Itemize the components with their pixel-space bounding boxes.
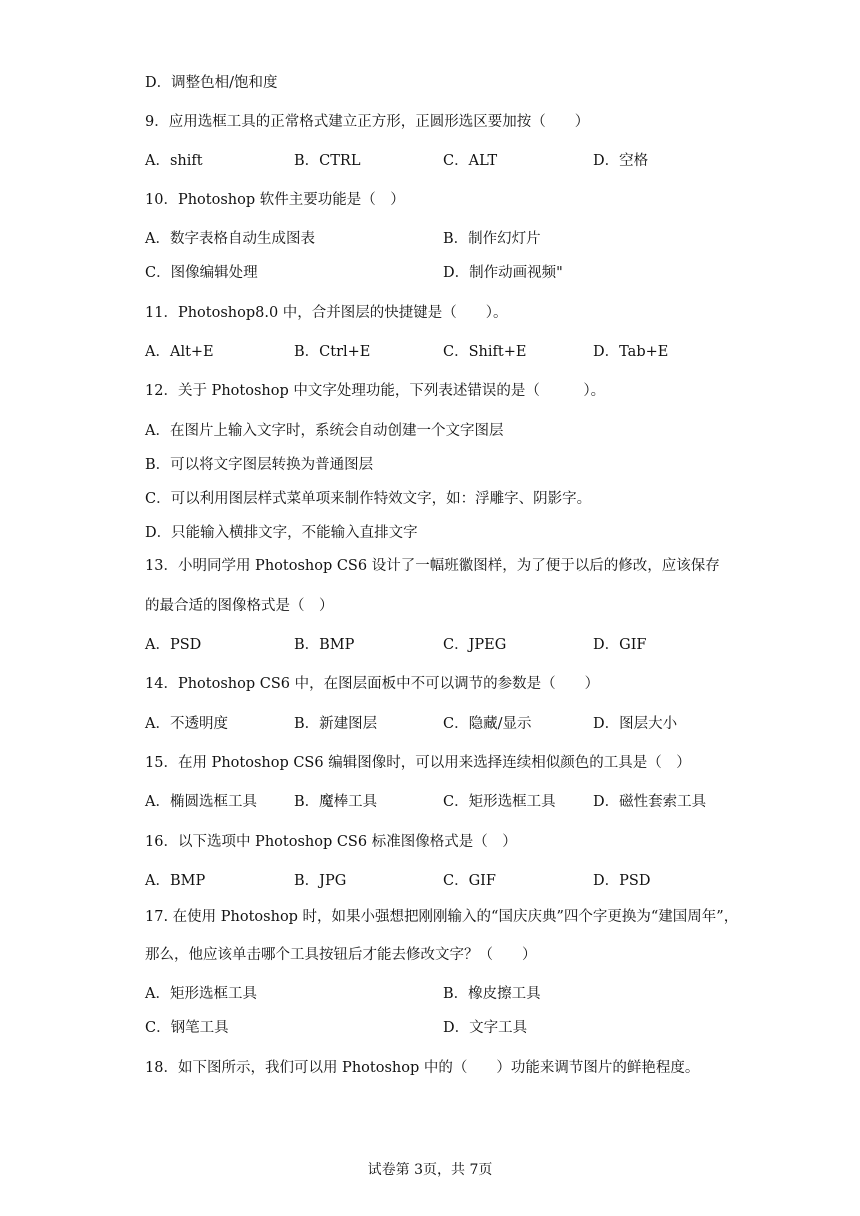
q12-option-b: B．可以将文字图层转换为普通图层 — [145, 457, 374, 473]
q17-stem-line1: 17. 在使用 Photoshop 时，如果小强想把刚刚输入的“国庆庆典”四个字更换为“建国周年”， — [145, 909, 739, 925]
q14-option-b: B．新建图层 — [294, 716, 378, 732]
q17-option-b: B．橡皮擦工具 — [443, 986, 541, 1002]
q17-stem-line2: 那么，他应该单击哪个工具按钮后才能去修改文字？（ ） — [145, 947, 537, 963]
q17-option-c: C．钢笔工具 — [145, 1020, 229, 1036]
q16-option-d: D．PSD — [593, 873, 651, 889]
q11-option-d: D．Tab+E — [593, 344, 669, 360]
q11-stem: 11．Photoshop8.0 中，合并图层的快捷键是（ ）。 — [145, 305, 508, 321]
q15-option-d: D．磁性套索工具 — [593, 794, 707, 810]
q15-option-a: A．椭圆选框工具 — [145, 794, 257, 810]
q12-option-a: A．在图片上输入文字时，系统会自动创建一个文字图层 — [145, 423, 504, 439]
q14-option-a: A．不透明度 — [145, 716, 228, 732]
q15-option-b: B．魔棒工具 — [294, 794, 378, 810]
q14-option-d: D．图层大小 — [593, 716, 678, 732]
q14-stem: 14．Photoshop CS6 中，在图层面板中不可以调节的参数是（ ） — [145, 676, 600, 692]
q13-stem-line1: 13．小明同学用 Photoshop CS6 设计了一幅班徽图样，为了便于以后的修改，应该保存 — [145, 558, 720, 574]
q10-option-d: D．制作动画视频" — [443, 265, 563, 281]
q18-stem: 18．如下图所示，我们可以用 Photoshop 中的（ ）功能来调节图片的鲜艳程度。 — [145, 1060, 700, 1076]
q11-option-b: B．Ctrl+E — [294, 344, 371, 360]
q12-stem: 12．关于 Photoshop 中文字处理功能，下列表述错误的是（ ）。 — [145, 383, 606, 399]
q11-option-c: C．Shift+E — [443, 344, 527, 360]
q9-option-a: A．shift — [145, 153, 203, 169]
q14-option-c: C．隐藏/显示 — [443, 716, 532, 732]
q10-option-a: A．数字表格自动生成图表 — [145, 231, 315, 247]
q17-option-d: D．文字工具 — [443, 1020, 528, 1036]
q8-option-d: D．调整色相/饱和度 — [145, 75, 278, 91]
q17-option-a: A．矩形选框工具 — [145, 986, 257, 1002]
q9-option-b: B．CTRL — [294, 153, 361, 169]
q10-option-c: C．图像编辑处理 — [145, 265, 258, 281]
q16-option-c: C．GIF — [443, 873, 496, 889]
q16-stem: 16．以下选项中 Photoshop CS6 标准图像格式是（ ） — [145, 834, 517, 850]
q15-option-c: C．矩形选框工具 — [443, 794, 556, 810]
q15-stem: 15．在用 Photoshop CS6 编辑图像时，可以用来选择连续相似颜色的工具是（ ） — [145, 755, 691, 771]
q10-stem: 10．Photoshop 软件主要功能是（ ） — [145, 192, 405, 208]
page-footer: 试卷第 3页，共 7页 — [367, 1162, 493, 1178]
q10-option-b: B．制作幻灯片 — [443, 231, 541, 247]
q16-option-a: A．BMP — [145, 873, 206, 889]
q13-option-b: B．BMP — [294, 637, 355, 653]
q13-option-a: A．PSD — [145, 637, 202, 653]
q13-option-c: C．JPEG — [443, 637, 507, 653]
q9-option-d: D．空格 — [593, 153, 649, 169]
q13-option-d: D．GIF — [593, 637, 647, 653]
q9-stem: 9．应用选框工具的正常格式建立正方形，正圆形选区要加按（ ） — [145, 114, 590, 130]
q12-option-c: C．可以利用图层样式菜单项来制作特效文字，如：浮雕字、阴影字。 — [145, 491, 592, 507]
q11-option-a: A．Alt+E — [145, 344, 214, 360]
q12-option-d: D．只能输入横排文字，不能输入直排文字 — [145, 525, 418, 541]
q16-option-b: B．JPG — [294, 873, 347, 889]
q9-option-c: C．ALT — [443, 153, 498, 169]
q13-stem-line2: 的最合适的图像格式是（ ） — [145, 598, 334, 614]
